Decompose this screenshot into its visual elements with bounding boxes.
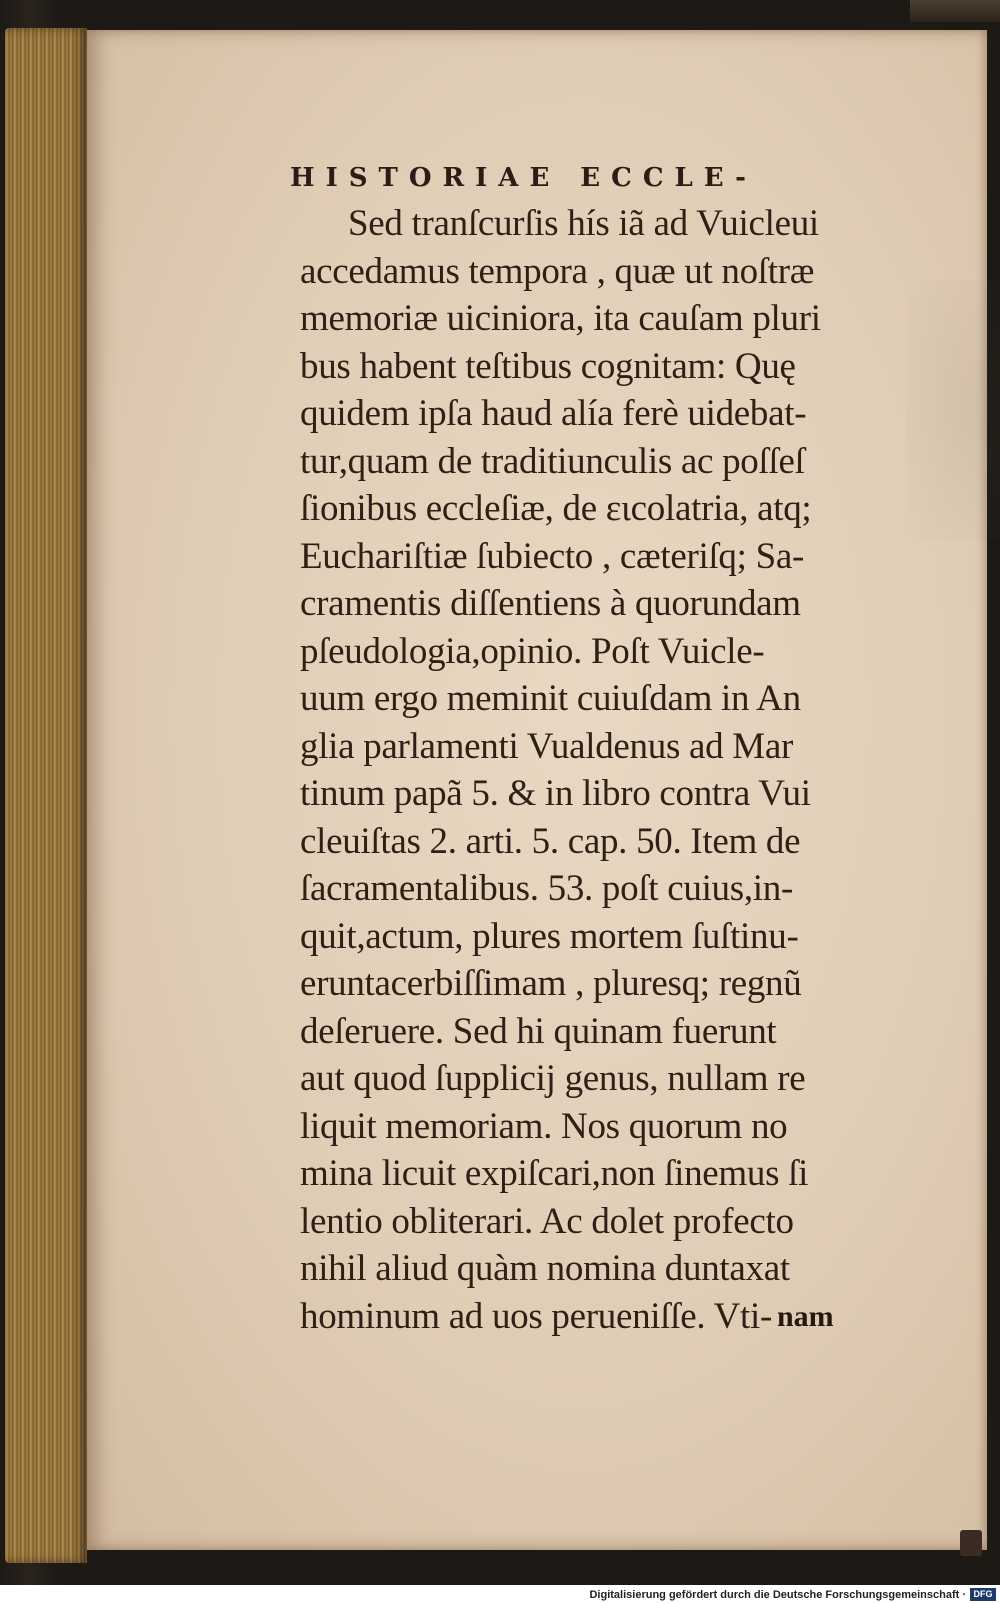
show-through-shadow: [907, 280, 1000, 540]
text-line: accedamus tempora , quæ ut noſtræ: [300, 250, 815, 292]
text-line: pſeudologia,opinio. Poſt Vuicle-: [300, 630, 765, 672]
gilt-page-edges: [5, 28, 87, 1563]
text-line: quit,actum, plures mortem ſuſtinu-: [300, 915, 799, 957]
text-line: tinum papã 5. & in libro contra Vui: [300, 773, 811, 814]
text-line: ſacramentalibus. 53. poſt cuius,in-: [300, 868, 793, 909]
page-corner-tab: [960, 1530, 982, 1556]
text-line: memoriæ uiciniora, ita cauſam pluri: [300, 298, 821, 339]
text-line: Sed tranſcurſis hís iã ad Vuicleui: [348, 203, 819, 244]
text-line: uum ergo meminit cuiuſdam in An: [300, 678, 801, 719]
top-page-scrap: [910, 0, 1000, 22]
text-line: mina licuit expiſcari,non ſinemus ſi: [300, 1153, 809, 1194]
text-line: Euchariſtiæ ſubiecto , cæteriſq; Sa-: [300, 535, 804, 577]
dfg-logo: DFG: [970, 1588, 996, 1601]
text-line: tur,quam de traditiunculis ac poſſeſ: [300, 440, 805, 482]
text-line: quidem ipſa haud alía ferè uidebat-: [300, 393, 807, 434]
text-line: lentio obliterari. Ac dolet profecto: [300, 1200, 794, 1242]
text-line: glia parlamenti Vualdenus ad Mar: [300, 725, 794, 767]
text-line: eruntacerbiſſimam , pluresq; regnũ: [300, 963, 802, 1004]
text-line: ſionibus eccleſiæ, de ειcolatria, atq;: [300, 488, 812, 529]
text-line: cramentis diſſentiens à quorundam: [300, 583, 801, 624]
text-line: hominum ad uos perueniſſe. Vti-: [300, 1295, 772, 1337]
text-line: nihil aliud quàm nomina duntaxat: [300, 1248, 790, 1289]
funding-credit: Digitalisierung gefördert durch die Deutsche Forschungsgemeinschaft ·: [589, 1589, 966, 1601]
text-line: cleuiſtas 2. arti. 5. cap. 50. Item de: [300, 820, 801, 862]
text-line: liquit memoriam. Nos quorum no: [300, 1105, 788, 1147]
text-line: deſeruere. Sed hi quinam fuerunt: [300, 1010, 777, 1052]
catchword: nam: [777, 1300, 834, 1333]
digitization-footer: [0, 1585, 1000, 1603]
body-text: [300, 200, 910, 1340]
text-line: aut quod ſupplicij genus, nullam re: [300, 1058, 806, 1099]
running-head: HISTORIAE ECCLE-: [290, 163, 757, 193]
text-line: bus habent teſtibus cognitam: Quę: [300, 345, 796, 387]
